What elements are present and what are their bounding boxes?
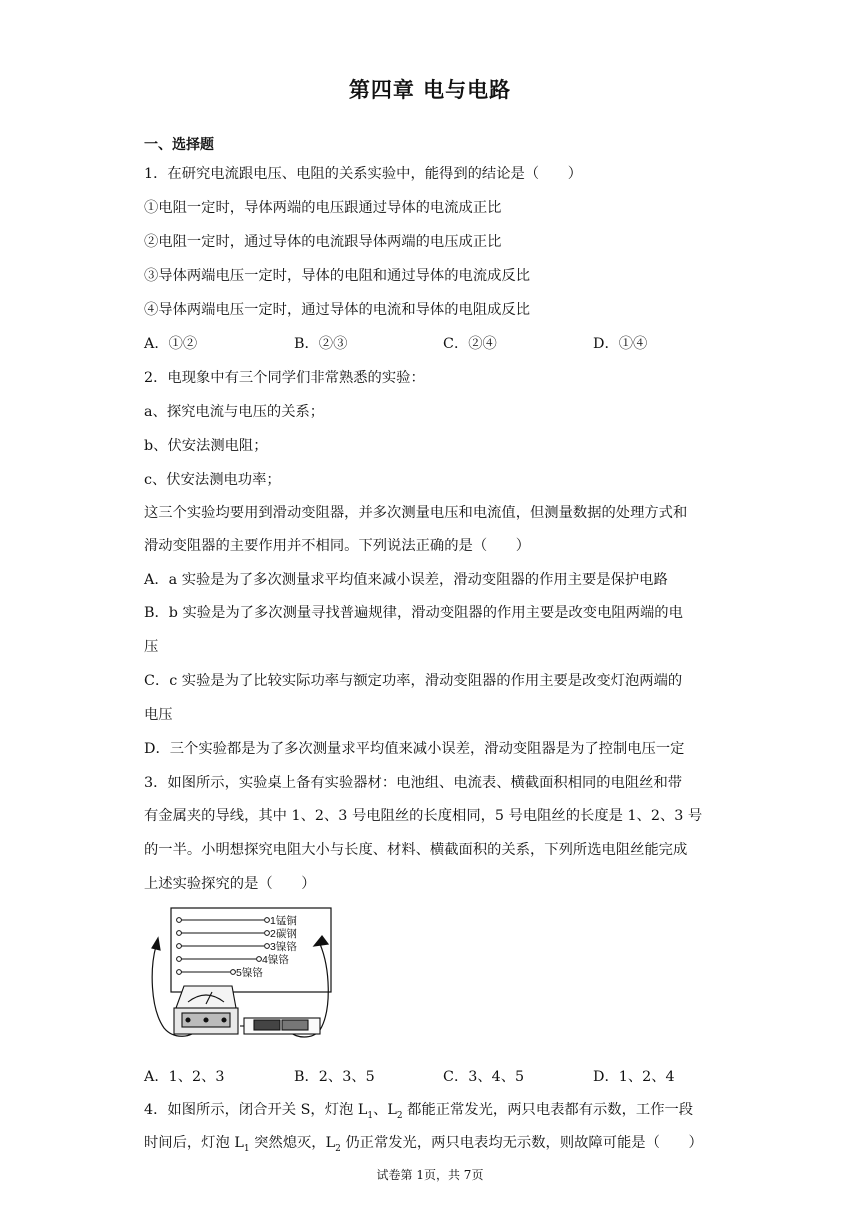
wire-label-5: 5镍铬 <box>236 967 263 979</box>
ammeter <box>174 986 238 1034</box>
q2-option-c-line-2[interactable]: 电压 <box>144 707 173 723</box>
q3-circuit-figure <box>144 898 344 1048</box>
q1-stem: 1．在研究电流跟电压、电阻的关系实验中，能得到的结论是（ ） <box>144 166 582 182</box>
q2-item-b: b、伏安法测电阻； <box>144 438 268 454</box>
q1-statement-3: ③导体两端电压一定时，导体的电阻和通过导体的电流成反比 <box>144 268 531 284</box>
q1-statement-1: ①电阻一定时，导体两端的电压跟通过导体的电流成正比 <box>144 200 502 216</box>
q3-option-d[interactable]: D．1、2、4 <box>593 1069 675 1085</box>
q1-statement-4: ④导体两端电压一定时，通过导体的电流和导体的电阻成反比 <box>144 302 531 318</box>
q3-text-line-3: 的一半。小明想探究电阻大小与长度、材料、横截面积的关系，下列所选电阻丝能完成 <box>144 842 688 858</box>
q2-item-a: a、探究电流与电压的关系； <box>144 404 325 420</box>
q2-option-b-line-2[interactable]: 压 <box>144 639 159 655</box>
section-heading: 一、选择题 <box>144 137 214 153</box>
q1-option-d[interactable]: D．①④ <box>593 336 648 352</box>
q3-option-b[interactable]: B．2、3、5 <box>294 1069 375 1085</box>
q2-option-b-line-1[interactable]: B．b 实验是为了多次测量寻找普遍规律，滑动变阻器的作用主要是改变电阻两端的电 <box>144 605 683 621</box>
q2-stem: 2．电现象中有三个同学们非常熟悉的实验： <box>144 370 425 386</box>
q1-option-b[interactable]: B．②③ <box>294 336 348 352</box>
q2-text-line-1: 这三个实验均要用到滑动变阻器，并多次测量电压和电流值，但测量数据的处理方式和 <box>144 505 688 521</box>
q3-option-a[interactable]: A．1、2、3 <box>144 1069 225 1085</box>
q2-option-a[interactable]: A．a 实验是为了多次测量求平均值来减小误差，滑动变阻器的作用主要是保护电路 <box>144 572 668 588</box>
q1-statement-2: ②电阻一定时，通过导体的电流跟导体两端的电压成正比 <box>144 234 502 250</box>
page-title: 第四章 电与电路 <box>348 77 512 102</box>
q2-option-d[interactable]: D．三个实验都是为了多次测量求平均值来减小误差，滑动变阻器是为了控制电压一定 <box>144 741 685 757</box>
q3-text-line-1: 3．如图所示，实验桌上备有实验器材：电池组、电流表、横截面积相同的电阻丝和带 <box>144 775 683 791</box>
q2-option-c-line-1[interactable]: C．c 实验是为了比较实际功率与额定功率，滑动变阻器的作用主要是改变灯泡两端的 <box>144 673 683 689</box>
q2-item-c: c、伏安法测电功率； <box>144 472 281 488</box>
wire-board <box>171 908 331 992</box>
wire-label-4: 4镍铬 <box>262 954 289 966</box>
q3-text-line-4: 上述实验探究的是（ ） <box>144 876 316 892</box>
wire-label-1: 1锰铜 <box>270 915 297 927</box>
q4-text-line-2: 时间后，灯泡 $L_1$ 突然熄灭，$L_2$ 仍正常发光，两只电表均无示数，则故障可能是（ ） <box>144 1135 703 1154</box>
left-clip <box>152 938 160 950</box>
battery-pack <box>240 1018 320 1034</box>
q2-text-line-2: 滑动变阻器的主要作用并不相同。下列说法正确的是（ ） <box>144 538 531 554</box>
q1-option-a[interactable]: A．①② <box>144 336 198 352</box>
q3-text-line-2: 有金属夹的导线，其中 1、2、3 号电阻丝的长度相同，5 号电阻丝的长度是 1、2、3 号 <box>144 808 703 824</box>
q3-option-c[interactable]: C．3、4、5 <box>443 1069 525 1085</box>
q1-option-c[interactable]: C．②④ <box>443 336 497 352</box>
wire-label-2: 2碳钢 <box>270 928 297 940</box>
page-footer: 试卷第 1页，共 7页 <box>376 1168 484 1182</box>
q4-text-line-1: 4．如图所示，闭合开关 S，灯泡 $L_1$、$L_2$ 都能正常发光，两只电表都有示数，工作一段 <box>144 1102 694 1121</box>
wire-label-3: 3镍铬 <box>270 941 297 953</box>
right-clip <box>314 936 328 946</box>
